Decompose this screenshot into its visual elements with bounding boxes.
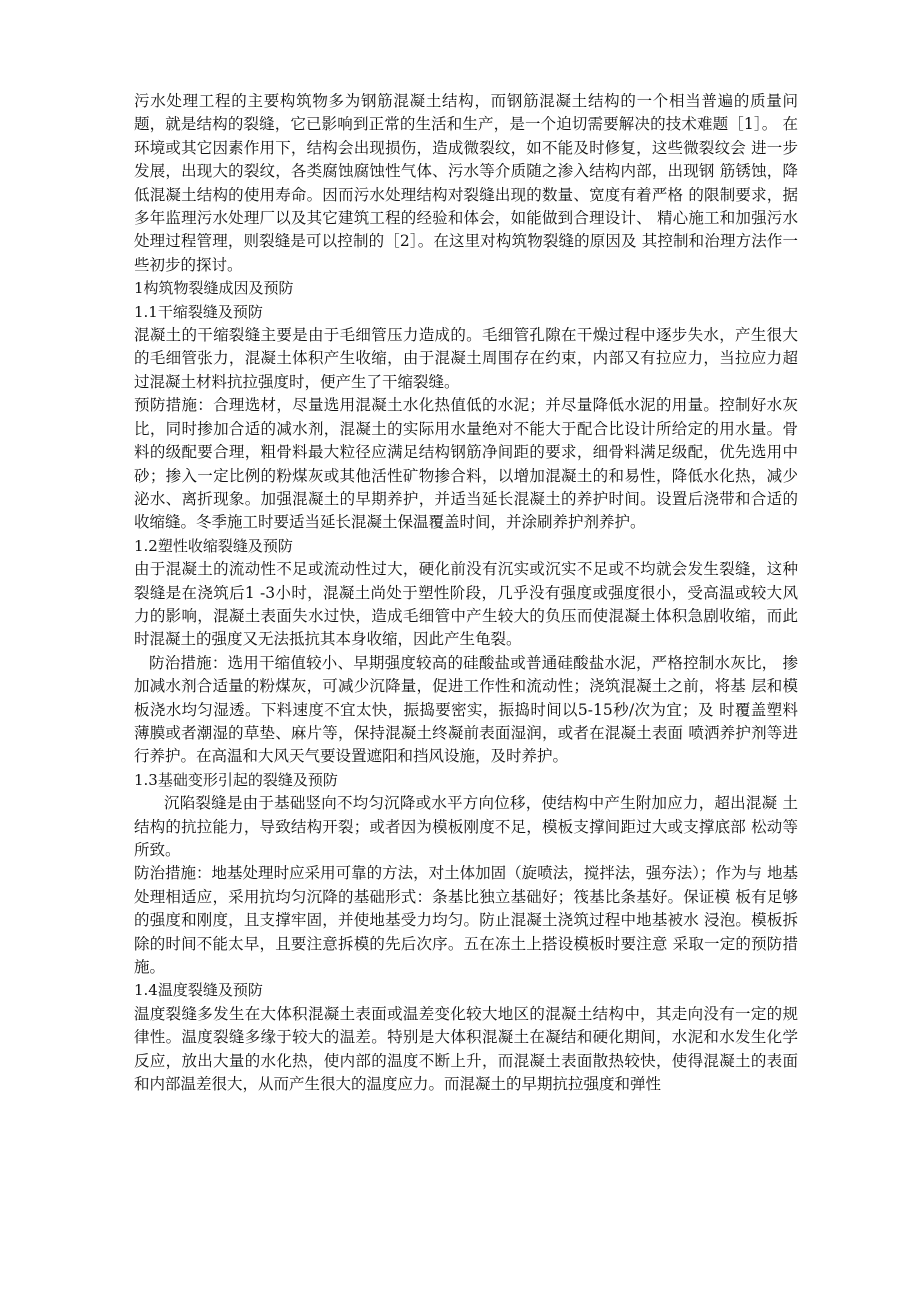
subsection-heading-1-4: 1.4温度裂缝及预防 bbox=[134, 981, 263, 1000]
body-paragraph: 温度裂缝多发生在大体积混凝土表面或温差变化较大地区的混凝土结构中，其走向没有一定的规律性。温度裂缝多缘于较大的温差。特别是大体积混凝土在凝结和硬化期间，水泥和水发生化学反应，放出大量的水化热，使内部的温度不断上升，而混凝土表面散热较快，使得混凝土的表面和内部温差很大，从而产生很大的温度应力。而混凝土的早期抗拉强度和弹性 bbox=[134, 1004, 798, 1094]
body-paragraph: 防治措施：地基处理时应采用可靠的方法，对土体加固（旋喷法，搅拌法，强夯法）；作为与 地基处理相适应，采用抗均匀沉降的基础形式：条基比独立基础好；筏基比条基好。保证模 板有足够的强度和刚度，且支撑牢固，并使地基受力均匀。防止混凝土浇筑过程中地基被水 浸泡。模板拆除的时间不能太早，且要注意拆模的先后次序。五在冻土上搭设模板时要注意 采取一定的预防措施。 bbox=[134, 864, 798, 977]
subsection-heading-1-3: 1.3基础变形引起的裂缝及预防 bbox=[134, 770, 338, 789]
body-paragraph: 沉陷裂缝是由于基础竖向不均匀沉降或水平方向位移，使结构中产生附加应力，超出混凝 土结构的抗拉能力，导致结构开裂；或者因为模板刚度不足，模板支撑间距过大或支撑底部 松动等所致。 bbox=[134, 794, 798, 859]
body-paragraph: 混凝土的干缩裂缝主要是由于毛细管压力造成的。毛细管孔隙在干燥过程中逐步失水，产生很大的毛细管张力，混凝土体积产生收缩，由于混凝土周围存在约束，内部又有拉应力，当拉应力超过混凝土材料抗拉强度时，便产生了干缩裂缝。 bbox=[134, 326, 798, 391]
body-paragraph: 由于混凝土的流动性不足或流动性过大，硬化前没有沉实或沉实不足或不均就会发生裂缝，这种裂缝是在浇筑后1 -3小时，混凝土尚处于塑性阶段，几乎没有强度或强度很小，受高温或较大风力的影响，混凝土表面失水过快，造成毛细管中产生较大的负压而使混凝土体积急剧收缩，而此时混凝土的强度又无法抵抗其本身收缩，因此产生龟裂。 bbox=[134, 560, 798, 649]
body-paragraph: 防治措施：选用干缩值较小、早期强度较高的硅酸盐或普通硅酸盐水泥，严格控制水灰比， 掺加减水剂合适量的粉煤灰，可减少沉降量，促进工作性和流动性；浇筑混凝土之前，将基 层和模板浇水均匀湿透。下料速度不宜太快，振捣要密实，振捣时间以5-15秒/次为宜；及 时覆盖塑料薄膜或者潮湿的草垫、麻片等，保持混凝土终凝前表面湿润，或者在混凝土表面 喷洒养护剂等进行养护。在高温和大风天气要设置遮阳和挡风设施，及时养护。 bbox=[134, 653, 798, 766]
subsection-heading-1-1: 1.1干缩裂缝及预防 bbox=[134, 302, 263, 321]
body-paragraph: 预防措施：合理选材，尽量选用混凝土水化热值低的水泥；并尽量降低水泥的用量。控制好水灰比，同时掺加合适的减水剂，混凝土的实际用水量绝对不能大于配合比设计所给定的用水量。骨料的级配要合理，粗骨料最大粒径应满足结构钢筋净间距的要求，细骨料满足级配，优先选用中砂；掺入一定比例的粉煤灰或其他活性矿物掺合料，以增加混凝土的和易性，降低水化热，减少泌水、离折现象。加强混凝土的早期养护，并适当延长混凝土的养护时间。设置后浇带和合适的收缩缝。冬季施工时要适当延长混凝土保温覆盖时间，并涂刷养护剂养护。 bbox=[134, 396, 798, 532]
document-page bbox=[134, 90, 798, 1096]
subsection-heading-1-2: 1.2塑性收缩裂缝及预防 bbox=[134, 536, 293, 555]
section-heading-1: 1构筑物裂缝成因及预防 bbox=[134, 279, 294, 298]
intro-paragraph: 污水处理工程的主要构筑物多为钢筋混凝土结构，而钢筋混凝土结构的一个相当普遍的质量问题，就是结构的裂缝，它已影响到正常的生活和生产，是一个迫切需要解决的技术难题［1］。 在环境或其它因素作用下，结构会出现损伤，造成微裂纹，如不能及时修复，这些微裂纹会 进一步发展，出现大的裂纹，各类腐蚀腐蚀性气体、污水等介质随之渗入结构内部，出现钢 筋锈蚀，降低混凝土结构的使用寿命。因而污水处理结构对裂缝出现的数量、宽度有着严格 的限制要求，据多年监理污水处理厂以及其它建筑工程的经验和体会，如能做到合理设计、 精心施工和加强污水处理过程管理，则裂缝是可以控制的［2］。在这里对构筑物裂缝的原因及 其控制和治理方法作一些初步的探讨。 bbox=[134, 92, 798, 274]
